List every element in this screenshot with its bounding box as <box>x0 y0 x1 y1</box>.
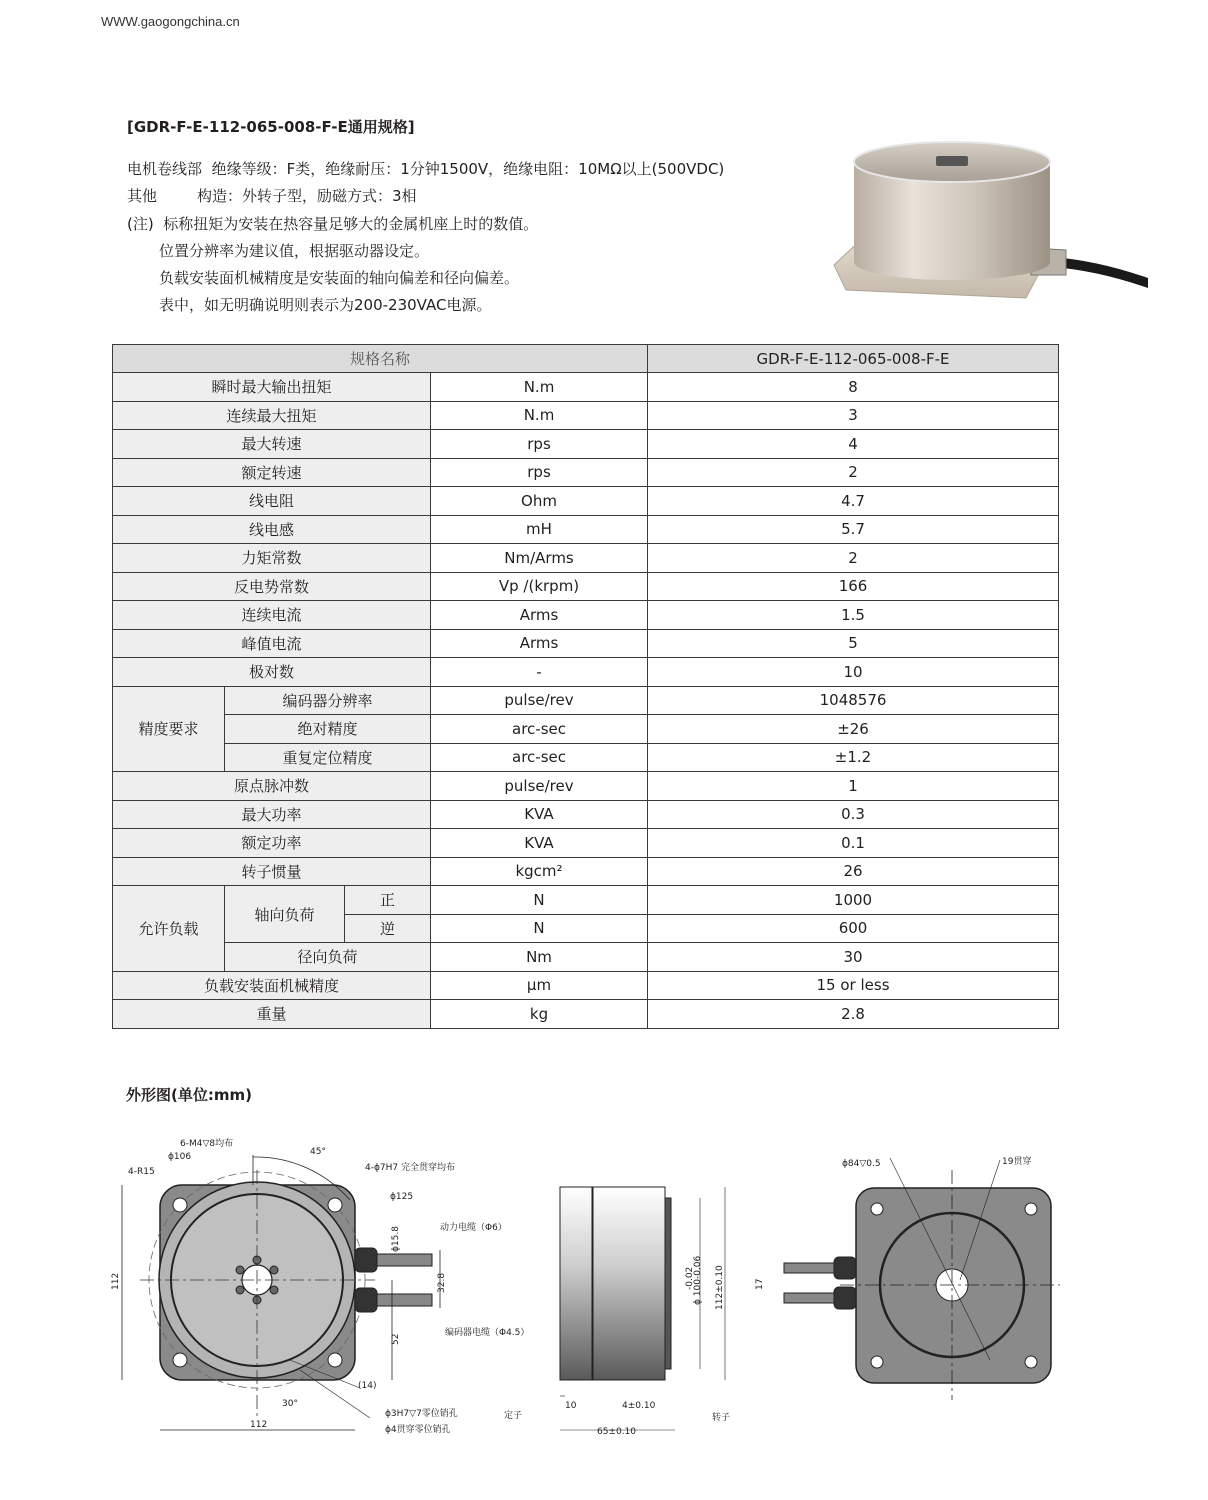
label-power-cable: 动力电缆（Φ6） <box>440 1223 507 1233</box>
other-label: 其他 <box>127 187 158 206</box>
row-unit: KVA <box>431 829 648 858</box>
side-view <box>560 1187 725 1430</box>
drawing-title: 外形图(单位:mm) <box>126 1086 252 1104</box>
row-name: 逆 <box>345 914 431 943</box>
row-value: 10 <box>648 658 1059 687</box>
row-name: 重量 <box>113 1000 431 1029</box>
product-photo <box>826 130 1148 308</box>
label-height112: 112 <box>111 1272 121 1290</box>
row-value: ±1.2 <box>648 743 1059 772</box>
spec-title: [GDR-F-E-112-065-008-F-E通用规格] <box>127 118 415 136</box>
table-row <box>113 886 1059 915</box>
label-dim10: 10 <box>565 1401 577 1411</box>
label-m4: 6-M4▽8均布 <box>180 1139 234 1149</box>
row-value: 2.8 <box>648 1000 1059 1029</box>
label-thru19: 19贯穿 <box>1002 1157 1032 1167</box>
row-value: 8 <box>648 373 1059 402</box>
row-value: 0.3 <box>648 800 1059 829</box>
winding-note <box>127 156 724 183</box>
spec-table <box>112 344 1059 1029</box>
row-unit: pulse/rev <box>431 686 648 715</box>
row-name: 编码器分辨率 <box>225 686 431 715</box>
label-rotor: 转子 <box>712 1413 731 1423</box>
note-prefix: (注) <box>127 214 154 233</box>
table-row <box>113 629 1059 658</box>
back-view <box>784 1158 1060 1400</box>
row-name: 转子惯量 <box>113 857 431 886</box>
rotor-lip <box>665 1198 671 1369</box>
row-unit: arc-sec <box>431 743 648 772</box>
label-d100: ϕ 100-0.06 <box>693 1255 703 1305</box>
table-row <box>113 715 1059 744</box>
row-value: 15 or less <box>648 971 1059 1000</box>
row-unit: KVA <box>431 800 648 829</box>
row-value: 1048576 <box>648 686 1059 715</box>
row-name: 峰值电流 <box>113 629 431 658</box>
label-r15: 4-R15 <box>128 1167 155 1177</box>
row-value: 166 <box>648 572 1059 601</box>
note-text: 标称扭矩为安装在热容量足够大的金属机座上时的数值。 <box>163 214 539 233</box>
axial-load-label: 轴向负荷 <box>225 886 345 943</box>
motor-bottom-edge <box>854 244 1050 280</box>
rotor-part <box>593 1187 665 1380</box>
row-unit: N.m <box>431 373 648 402</box>
spec-notes <box>127 156 724 320</box>
row-name: 连续电流 <box>113 601 431 630</box>
label-encoder-cable: 编码器电缆（Φ4.5） <box>445 1328 530 1338</box>
row-name: 负载安装面机械精度 <box>113 971 431 1000</box>
winding-text: 绝缘等级：F类，绝缘耐压：1分钟1500V，绝缘电阻：10MΩ以上(500VDC) <box>211 160 725 178</box>
table-row <box>113 601 1059 630</box>
header-model: GDR-F-E-112-065-008-F-E <box>648 345 1059 373</box>
row-name: 最大功率 <box>113 800 431 829</box>
row-unit: Arms <box>431 629 648 658</box>
row-value: 5.7 <box>648 515 1059 544</box>
label-stator: 定子 <box>504 1411 523 1421</box>
motor-shaft-slot <box>936 156 968 166</box>
row-value: 1 <box>648 772 1059 801</box>
table-row <box>113 572 1059 601</box>
row-unit: kg <box>431 1000 648 1029</box>
row-name: 连续最大扭矩 <box>113 401 431 430</box>
label-dim4: 4±0.10 <box>622 1401 656 1411</box>
label-dim52: 52 <box>391 1333 401 1345</box>
winding-label: 电机卷线部 <box>127 160 203 178</box>
table-row <box>113 373 1059 402</box>
row-name: 反电势常数 <box>113 572 431 601</box>
table-row <box>113 430 1059 459</box>
row-unit: pulse/rev <box>431 772 648 801</box>
note-line: 位置分辨率为建议值，根据驱动器设定。 <box>159 241 430 260</box>
row-name: 正 <box>345 886 431 915</box>
row-value: 4 <box>648 430 1059 459</box>
precision-group-label: 精度要求 <box>113 686 225 772</box>
row-value: 3 <box>648 401 1059 430</box>
site-url[interactable]: WWW.gaogongchina.cn <box>101 14 240 29</box>
row-name: 最大转速 <box>113 430 431 459</box>
outline-drawing <box>100 1130 1100 1450</box>
row-name: 重复定位精度 <box>225 743 431 772</box>
row-name: 力矩常数 <box>113 544 431 573</box>
row-unit: rps <box>431 430 648 459</box>
row-value: 30 <box>648 943 1059 972</box>
label-tol-upper: -0.02 <box>685 1266 695 1290</box>
table-row <box>113 857 1059 886</box>
other-note <box>127 183 724 210</box>
row-name: 瞬时最大输出扭矩 <box>113 373 431 402</box>
note-line: 表中，如无明确说明则表示为200-230VAC电源。 <box>159 296 492 315</box>
stator-part <box>560 1187 592 1380</box>
row-unit: Vp /(krpm) <box>431 572 648 601</box>
label-d158: ϕ15.8 <box>391 1226 401 1252</box>
label-d7h7: 4-ϕ7H7 完全贯穿均布 <box>365 1163 455 1173</box>
row-unit: Arms <box>431 601 648 630</box>
label-d4: ϕ4贯穿零位销孔 <box>385 1425 451 1435</box>
table-row <box>113 772 1059 801</box>
row-value: 1000 <box>648 886 1059 915</box>
row-value: 600 <box>648 914 1059 943</box>
note-line: 负载安装面机械精度是安装面的轴向偏差和径向偏差。 <box>159 269 520 288</box>
label-d3h7: ϕ3H7▽7零位销孔 <box>385 1409 458 1419</box>
note-line <box>127 211 724 238</box>
label-dim112: 112±0.10 <box>715 1265 725 1310</box>
row-unit: Ohm <box>431 487 648 516</box>
row-unit: rps <box>431 458 648 487</box>
label-dim328: 32.8 <box>437 1272 447 1293</box>
label-d106: ϕ106 <box>168 1152 192 1162</box>
header-spec-name: 规格名称 <box>113 345 648 373</box>
back-cables <box>784 1257 856 1309</box>
table-row <box>113 743 1059 772</box>
row-unit: Nm <box>431 943 648 972</box>
row-unit: arc-sec <box>431 715 648 744</box>
table-row <box>113 658 1059 687</box>
table-row <box>113 943 1059 972</box>
row-unit: kgcm² <box>431 857 648 886</box>
row-value: 5 <box>648 629 1059 658</box>
load-group-label: 允许负载 <box>113 886 225 972</box>
table-header-row <box>113 345 1059 373</box>
row-unit: - <box>431 658 648 687</box>
table-row <box>113 1000 1059 1029</box>
row-unit: μm <box>431 971 648 1000</box>
table-row <box>113 401 1059 430</box>
label-d125: ϕ125 <box>390 1192 414 1202</box>
label-width112: 112 <box>250 1420 268 1430</box>
row-name: 线电阻 <box>113 487 431 516</box>
row-unit: N.m <box>431 401 648 430</box>
other-text: 构造：外转子型，励磁方式：3相 <box>197 187 417 206</box>
row-unit: N <box>431 914 648 943</box>
label-angle45: 45° <box>310 1147 326 1157</box>
row-value: 1.5 <box>648 601 1059 630</box>
row-name: 额定转速 <box>113 458 431 487</box>
table-row <box>113 971 1059 1000</box>
table-row <box>113 686 1059 715</box>
table-row <box>113 829 1059 858</box>
row-value: 2 <box>648 544 1059 573</box>
row-value: 2 <box>648 458 1059 487</box>
row-unit: mH <box>431 515 648 544</box>
row-name: 原点脉冲数 <box>113 772 431 801</box>
table-row <box>113 458 1059 487</box>
label-d84: ϕ84▽0.5 <box>842 1159 881 1169</box>
row-unit: Nm/Arms <box>431 544 648 573</box>
label-dim65: 65±0.10 <box>597 1427 637 1437</box>
row-value: 0.1 <box>648 829 1059 858</box>
table-row <box>113 487 1059 516</box>
row-name: 极对数 <box>113 658 431 687</box>
row-value: ±26 <box>648 715 1059 744</box>
table-row <box>113 800 1059 829</box>
row-name: 额定功率 <box>113 829 431 858</box>
row-value: 4.7 <box>648 487 1059 516</box>
label-dim17: 17 <box>755 1278 765 1290</box>
row-name: 绝对精度 <box>225 715 431 744</box>
table-row <box>113 544 1059 573</box>
label-angle30: 30° <box>282 1399 298 1409</box>
table-row <box>113 515 1059 544</box>
row-name: 线电感 <box>113 515 431 544</box>
label-dim14: (14) <box>358 1381 377 1391</box>
row-name: 径向负荷 <box>225 943 431 972</box>
row-value: 26 <box>648 857 1059 886</box>
row-unit: N <box>431 886 648 915</box>
